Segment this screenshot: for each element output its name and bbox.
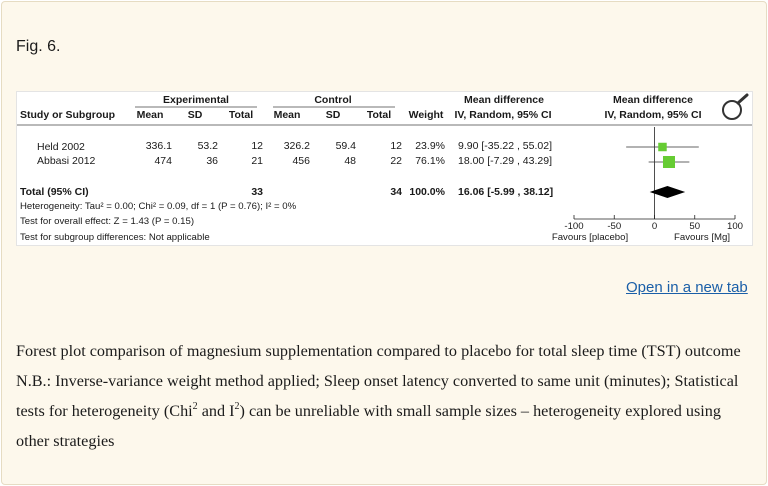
ctl-sd: 48 — [344, 155, 356, 167]
favours-right: Favours [Mg] — [674, 232, 730, 243]
study-row — [37, 155, 552, 167]
x-tick-label: -50 — [607, 221, 622, 232]
zoom-button[interactable] — [717, 92, 751, 124]
forest-plot — [16, 91, 753, 246]
exp-sd: 53.2 — [197, 140, 218, 152]
study-row — [37, 140, 552, 153]
exp-total: 21 — [251, 155, 263, 167]
header-control: Control — [314, 94, 352, 106]
pooled-diamond — [650, 186, 686, 198]
weight: 23.9% — [415, 140, 445, 152]
exp-sd: 36 — [206, 155, 218, 167]
ci-text: 9.90 [-35.22 , 55.02] — [458, 140, 552, 152]
header-ctl-mean: Mean — [273, 109, 301, 121]
x-tick-label: 50 — [689, 221, 701, 232]
ci-text: 18.00 [-7.29 , 43.29] — [458, 155, 552, 167]
header-exp-total: Total — [228, 109, 254, 121]
caption-part-3: ) can be unreliable with small sample sizes – heterogeneity explored using other strategies — [16, 402, 721, 450]
exp-mean: 336.1 — [145, 140, 172, 152]
x-tick-label: 0 — [651, 221, 658, 232]
x-tick-label: -100 — [564, 221, 584, 232]
ctl-total: 12 — [390, 140, 402, 152]
total-ci-text: 16.06 [-5.99 , 38.12] — [458, 186, 554, 198]
study-name: Held 2002 — [37, 141, 85, 153]
caption-part-2: and I — [197, 402, 235, 420]
caption-part-1: Forest plot comparison of magnesium supplementation compared to placebo for total sleep time (TST) outcome N.B.: Inverse-variance weight method applied; Sleep onset latency converted to same unit (minutes); Statistical tests for heterogeneity (Chi — [16, 342, 741, 420]
figure-label: Fig. 6. — [16, 38, 61, 55]
total-label: Total (95% CI) — [20, 186, 89, 198]
ctl-mean: 326.2 — [283, 140, 310, 152]
total-row — [20, 186, 553, 198]
ctl-mean: 456 — [292, 155, 310, 167]
effect-marker — [658, 143, 666, 151]
header-mean-difference: Mean difference — [464, 94, 544, 106]
header-weight: Weight — [408, 109, 444, 121]
ctl-total: 22 — [390, 155, 402, 167]
weight: 76.1% — [415, 155, 445, 167]
forest-plot-svg — [17, 92, 752, 245]
header-ctl-total: Total — [366, 109, 392, 121]
plot-marks — [564, 127, 743, 232]
header-method: IV, Random, 95% CI — [454, 109, 552, 121]
total-exp: 33 — [251, 186, 263, 198]
header-study: Study or Subgroup — [20, 109, 116, 121]
header-method-plot: IV, Random, 95% CI — [604, 109, 702, 121]
favours-left: Favours [placebo] — [551, 232, 629, 243]
total-weight: 100.0% — [409, 186, 445, 198]
study-name: Abbasi 2012 — [37, 155, 96, 167]
header-ctl-sd: SD — [325, 109, 341, 121]
overall-effect-note: Test for overall effect: Z = 1.43 (P = 0.15) — [20, 216, 195, 227]
x-tick-label: 100 — [726, 221, 744, 232]
subgroup-note: Test for subgroup differences: Not applicable — [20, 232, 210, 243]
total-ctl: 34 — [390, 186, 402, 198]
exp-total: 12 — [251, 140, 263, 152]
figure-caption — [16, 336, 746, 456]
exp-mean: 474 — [154, 155, 172, 167]
caption-sup-2: 2 — [234, 401, 240, 412]
header-experimental: Experimental — [163, 94, 229, 106]
caption-sup-1: 2 — [192, 401, 198, 412]
open-in-new-tab-link[interactable]: Open in a new tab — [626, 279, 748, 296]
magnifier-icon — [717, 92, 751, 124]
header-exp-sd: SD — [187, 109, 203, 121]
heterogeneity-note: Heterogeneity: Tau² = 0.00; Chi² = 0.09, df = 1 (P = 0.76); I² = 0% — [20, 201, 297, 212]
header-exp-mean: Mean — [136, 109, 164, 121]
header-mean-difference-plot: Mean difference — [613, 94, 693, 106]
ctl-sd: 59.4 — [335, 140, 356, 152]
effect-marker — [663, 156, 675, 168]
